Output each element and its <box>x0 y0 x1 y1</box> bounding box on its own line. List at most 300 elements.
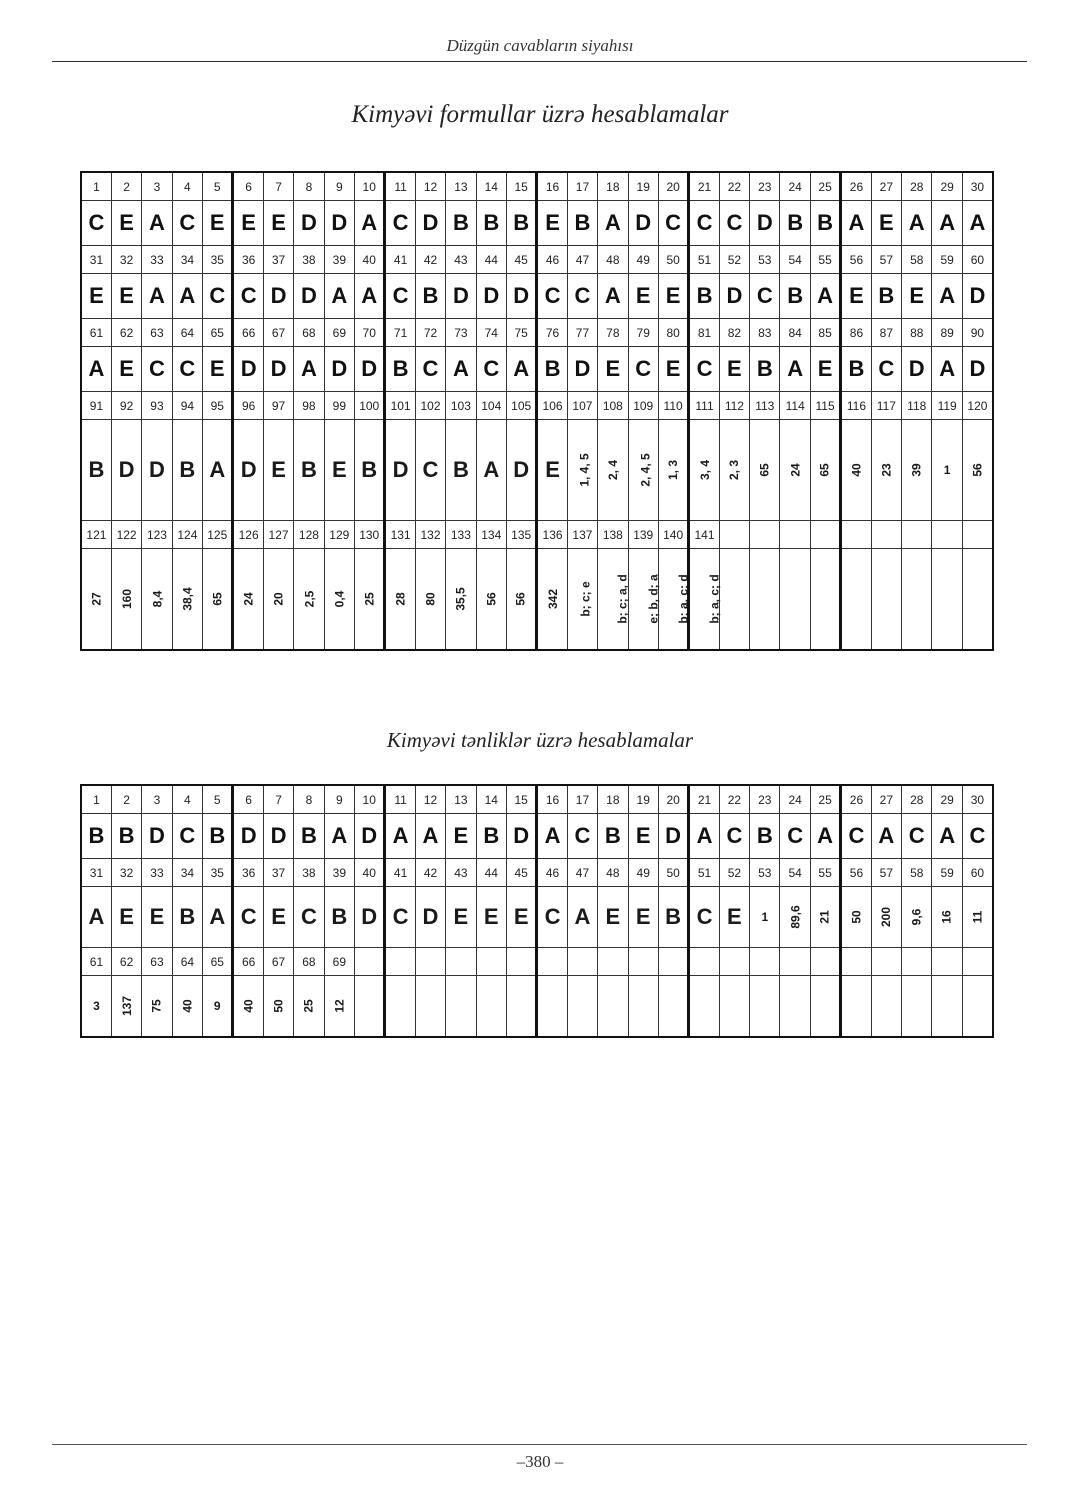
answer-cell <box>962 549 993 651</box>
answer-value: 2, 4, 5 <box>638 453 653 487</box>
answer-cell: C <box>750 274 780 319</box>
answer-cell: C <box>233 274 263 319</box>
question-number-cell: 117 <box>871 392 901 420</box>
question-number-cell: 27 <box>871 785 901 814</box>
answer-cell <box>962 420 993 521</box>
question-number-cell: 43 <box>446 246 476 274</box>
answer-cell: D <box>294 201 324 246</box>
question-number-cell: 48 <box>598 859 628 887</box>
answer-cell: C <box>567 274 597 319</box>
answer-cell: A <box>172 274 202 319</box>
question-number-cell: 57 <box>871 859 901 887</box>
question-number-cell: 95 <box>203 392 233 420</box>
question-number-cell: 87 <box>871 319 901 347</box>
answer-value: 40 <box>849 463 864 477</box>
question-number-cell: 119 <box>932 392 962 420</box>
answer-cell: B <box>172 887 202 948</box>
answer-cell: C <box>385 201 415 246</box>
question-number-cell: 55 <box>810 859 840 887</box>
answer-value: 11 <box>970 910 985 924</box>
answer-cell: D <box>506 274 536 319</box>
answer-cell: A <box>902 201 932 246</box>
answer-cell <box>962 976 993 1038</box>
answer-row <box>81 420 993 521</box>
question-number-cell: 59 <box>932 246 962 274</box>
question-number-cell: 2 <box>111 172 141 201</box>
question-number-cell: 44 <box>476 859 506 887</box>
answer-cell <box>142 549 172 651</box>
question-number-cell: 92 <box>111 392 141 420</box>
answer-cell: A <box>810 274 840 319</box>
answer-value: b; a, c; d <box>676 574 691 624</box>
answer-cell: D <box>628 201 658 246</box>
question-number-cell: 81 <box>689 319 719 347</box>
question-number-cell: 52 <box>719 246 749 274</box>
question-number-cell: 4 <box>172 172 202 201</box>
answer-cell: C <box>415 420 445 521</box>
question-number-cell: 28 <box>902 785 932 814</box>
answer-cell <box>841 420 871 521</box>
answer-cell: D <box>355 347 385 392</box>
answer-cell <box>537 976 567 1038</box>
answer-cell: A <box>506 347 536 392</box>
answer-cell: E <box>324 420 354 521</box>
answer-value: 3, 4 <box>697 459 712 481</box>
answer-cell: D <box>415 201 445 246</box>
question-number-cell: 31 <box>81 859 111 887</box>
question-number-cell: 103 <box>446 392 476 420</box>
question-number-cell <box>902 948 932 976</box>
answer-cell: B <box>658 887 688 948</box>
question-number-cell: 7 <box>263 785 293 814</box>
answer-cell: E <box>476 887 506 948</box>
answer-cell: C <box>902 814 932 859</box>
question-number-cell: 104 <box>476 392 506 420</box>
question-number-cell: 133 <box>446 521 476 549</box>
answer-cell: C <box>142 347 172 392</box>
question-number-cell: 79 <box>628 319 658 347</box>
answer-cell <box>628 420 658 521</box>
question-number-cell: 71 <box>385 319 415 347</box>
answer-value: 56 <box>514 592 529 606</box>
answer-cell: A <box>355 274 385 319</box>
answer-value: 80 <box>423 592 438 606</box>
answer-cell <box>172 549 202 651</box>
answer-value: 2, 4 <box>605 459 620 481</box>
answer-cell: E <box>598 887 628 948</box>
question-number-cell: 12 <box>415 172 445 201</box>
question-number-cell: 43 <box>446 859 476 887</box>
question-number-cell: 21 <box>689 785 719 814</box>
question-number-cell: 20 <box>658 785 688 814</box>
question-number-cell: 23 <box>750 785 780 814</box>
question-number-cell: 35 <box>203 246 233 274</box>
answer-cell: C <box>780 814 810 859</box>
answer-cell: C <box>385 887 415 948</box>
answer-cell: B <box>780 274 810 319</box>
answer-cell <box>658 549 691 651</box>
answer-cell: E <box>598 347 628 392</box>
question-number-cell: 38 <box>294 246 324 274</box>
answer-cell: 1 <box>932 420 962 521</box>
question-number-cell: 3 <box>142 785 172 814</box>
answer-cell: E <box>628 814 658 859</box>
question-number-cell: 69 <box>324 948 354 976</box>
question-number-cell: 51 <box>689 859 719 887</box>
question-number-cell <box>962 521 993 549</box>
answer-cell: C <box>628 347 658 392</box>
answer-cell <box>628 976 658 1038</box>
answer-cell: A <box>142 201 172 246</box>
question-number-cell: 34 <box>172 246 202 274</box>
question-number-cell: 16 <box>537 785 567 814</box>
answer-cell: D <box>142 420 172 521</box>
question-number-cell: 42 <box>415 859 445 887</box>
question-number-cell: 1 <box>81 172 111 201</box>
question-number-row <box>81 785 993 814</box>
answer-cell <box>203 549 233 651</box>
answer-cell: A <box>932 814 962 859</box>
answer-row <box>81 814 993 859</box>
answer-cell: A <box>203 887 233 948</box>
answer-cell: B <box>689 274 719 319</box>
question-number-cell: 123 <box>142 521 172 549</box>
question-number-cell: 8 <box>294 785 324 814</box>
answer-cell: B <box>567 201 597 246</box>
answer-cell <box>263 976 293 1038</box>
answer-cell: D <box>355 814 385 859</box>
answer-value: b; c; a, d <box>615 574 630 624</box>
answer-cell: A <box>932 347 962 392</box>
answer-cell: E <box>111 887 141 948</box>
answer-cell <box>902 549 932 651</box>
answer-cell <box>233 549 263 651</box>
answer-value: b; a, c; d <box>707 574 722 624</box>
answer-cell <box>476 549 506 651</box>
question-number-cell: 67 <box>263 948 293 976</box>
answer-value: e; b, d; a <box>646 574 661 624</box>
answer-value: b; c; e <box>578 581 593 617</box>
answer-cell <box>658 976 688 1038</box>
question-number-cell: 67 <box>263 319 293 347</box>
question-number-cell: 39 <box>324 246 354 274</box>
question-number-cell <box>871 521 901 549</box>
answer-cell: B <box>506 201 536 246</box>
header-rule <box>52 61 1027 62</box>
answer-cell: C <box>81 201 111 246</box>
question-number-cell <box>506 948 536 976</box>
answer-cell: D <box>506 420 536 521</box>
answer-cell: A <box>810 814 840 859</box>
question-number-cell: 24 <box>780 785 810 814</box>
question-number-cell: 136 <box>537 521 567 549</box>
answer-cell: D <box>233 347 263 392</box>
answer-cell: B <box>385 347 415 392</box>
answer-cell: C <box>719 201 749 246</box>
section-title-formulas: Kimyəvi formullar üzrə hesablamalar <box>351 101 729 128</box>
question-number-cell: 72 <box>415 319 445 347</box>
question-number-cell: 37 <box>263 246 293 274</box>
question-number-cell: 134 <box>476 521 506 549</box>
question-number-cell: 128 <box>294 521 324 549</box>
answer-cell <box>780 549 810 651</box>
question-number-cell: 45 <box>506 246 536 274</box>
answer-cell: D <box>658 814 688 859</box>
answer-cell <box>294 976 324 1038</box>
question-number-cell: 58 <box>902 859 932 887</box>
answer-cell <box>324 549 354 651</box>
answer-cell <box>506 976 536 1038</box>
question-number-cell <box>355 948 385 976</box>
answer-cell: D <box>962 347 993 392</box>
answer-cell: C <box>871 347 901 392</box>
answer-cell <box>780 420 810 521</box>
answer-cell: D <box>263 347 293 392</box>
question-number-cell: 121 <box>81 521 111 549</box>
question-number-cell: 100 <box>355 392 385 420</box>
answer-cell <box>355 549 385 651</box>
answer-value: 65 <box>818 463 833 477</box>
answer-cell: E <box>537 420 567 521</box>
answer-cell: B <box>841 347 871 392</box>
question-number-cell <box>780 948 810 976</box>
answer-value: 12 <box>332 999 347 1013</box>
answer-cell <box>476 976 506 1038</box>
answer-cell: E <box>111 201 141 246</box>
answer-cell: D <box>324 347 354 392</box>
answer-cell <box>902 976 932 1038</box>
answer-cell <box>689 976 719 1038</box>
question-number-cell: 82 <box>719 319 749 347</box>
question-number-cell: 52 <box>719 859 749 887</box>
question-number-cell: 50 <box>658 246 688 274</box>
question-number-cell: 38 <box>294 859 324 887</box>
question-number-cell: 29 <box>932 785 962 814</box>
answer-value: 50 <box>271 999 286 1013</box>
question-number-cell: 42 <box>415 246 445 274</box>
answer-cell: D <box>476 274 506 319</box>
answer-cell: A <box>385 814 415 859</box>
answer-cell <box>932 549 962 651</box>
question-number-cell: 130 <box>355 521 385 549</box>
answer-cell: B <box>871 274 901 319</box>
question-number-row <box>81 859 993 887</box>
answer-cell: E <box>841 274 871 319</box>
answer-cell: D <box>719 274 749 319</box>
question-number-cell: 70 <box>355 319 385 347</box>
question-number-cell: 14 <box>476 172 506 201</box>
answer-value: 16 <box>940 910 955 924</box>
answer-value: 24 <box>788 463 803 477</box>
answer-cell: E <box>902 274 932 319</box>
answer-cell <box>780 887 810 948</box>
answer-cell: A <box>294 347 324 392</box>
question-number-cell <box>810 948 840 976</box>
question-number-cell: 4 <box>172 785 202 814</box>
answer-cell: E <box>263 887 293 948</box>
answer-cell <box>841 976 871 1038</box>
answer-cell: C <box>294 887 324 948</box>
answer-value: 56 <box>484 592 499 606</box>
answer-cell: B <box>294 420 324 521</box>
answer-cell: B <box>81 420 111 521</box>
answer-cell: D <box>294 274 324 319</box>
answer-cell <box>810 887 840 948</box>
answer-cell: C <box>537 274 567 319</box>
question-number-cell: 1 <box>81 785 111 814</box>
answer-cell: A <box>537 814 567 859</box>
question-number-cell: 10 <box>355 172 385 201</box>
question-number-cell: 99 <box>324 392 354 420</box>
question-number-cell: 17 <box>567 172 597 201</box>
answer-value: 2,5 <box>301 590 316 608</box>
answer-cell <box>415 976 445 1038</box>
answer-cell: E <box>871 201 901 246</box>
answer-cell <box>780 976 810 1038</box>
question-number-cell: 64 <box>172 319 202 347</box>
answer-value: 0,4 <box>332 590 347 608</box>
question-number-cell: 56 <box>841 246 871 274</box>
question-number-cell: 25 <box>810 172 840 201</box>
question-number-cell: 2 <box>111 785 141 814</box>
answer-cell: E <box>719 887 749 948</box>
answer-cell: B <box>111 814 141 859</box>
answer-cell <box>719 549 749 651</box>
question-number-cell: 84 <box>780 319 810 347</box>
question-number-cell: 19 <box>628 172 658 201</box>
answer-cell: C <box>689 347 719 392</box>
answer-cell: A <box>324 814 354 859</box>
question-number-cell <box>628 948 658 976</box>
answer-cell <box>355 976 385 1038</box>
question-number-cell: 21 <box>689 172 719 201</box>
answer-cell: D <box>111 420 141 521</box>
answer-cell <box>567 976 597 1038</box>
answer-cell: B <box>476 201 506 246</box>
answer-cell: D <box>142 814 172 859</box>
answer-cell: B <box>810 201 840 246</box>
answer-cell: A <box>324 274 354 319</box>
answer-cell <box>902 887 932 948</box>
question-number-cell: 108 <box>598 392 628 420</box>
question-number-cell: 73 <box>446 319 476 347</box>
answer-cell: E <box>810 347 840 392</box>
answer-row <box>81 274 993 319</box>
answer-cell: B <box>415 274 445 319</box>
answer-cell <box>810 420 840 521</box>
question-number-cell: 40 <box>355 859 385 887</box>
question-number-cell: 39 <box>324 859 354 887</box>
question-number-row <box>81 948 993 976</box>
question-number-cell: 44 <box>476 246 506 274</box>
question-number-cell: 97 <box>263 392 293 420</box>
question-number-cell: 85 <box>810 319 840 347</box>
answer-cell: B <box>446 420 476 521</box>
question-number-cell: 18 <box>598 172 628 201</box>
question-number-cell <box>932 948 962 976</box>
answer-cell: C <box>203 274 233 319</box>
question-number-cell: 68 <box>294 948 324 976</box>
question-number-cell: 50 <box>658 859 688 887</box>
answer-cell: C <box>172 201 202 246</box>
question-number-cell: 113 <box>750 392 780 420</box>
question-number-cell <box>385 948 415 976</box>
answer-value: 20 <box>271 592 286 606</box>
question-number-row <box>81 246 993 274</box>
answer-cell: A <box>871 814 901 859</box>
question-number-cell <box>902 521 932 549</box>
answer-value: 23 <box>879 463 894 477</box>
question-number-cell: 58 <box>902 246 932 274</box>
question-number-cell: 6 <box>233 785 263 814</box>
question-number-cell: 32 <box>111 859 141 887</box>
answer-value: 50 <box>849 910 864 924</box>
answer-cell: E <box>233 201 263 246</box>
answer-cell: D <box>962 274 993 319</box>
question-number-cell: 60 <box>962 246 993 274</box>
answer-cell: B <box>750 347 780 392</box>
answer-cell <box>871 887 901 948</box>
answer-cell <box>385 549 415 651</box>
answer-value: 25 <box>362 592 377 606</box>
answer-cell: B <box>446 201 476 246</box>
question-number-cell: 102 <box>415 392 445 420</box>
answer-cell <box>810 976 840 1038</box>
answer-value: 40 <box>241 999 256 1013</box>
answer-cell: E <box>263 201 293 246</box>
question-number-cell: 83 <box>750 319 780 347</box>
question-number-cell: 131 <box>385 521 415 549</box>
answer-value: 75 <box>149 999 164 1013</box>
answer-cell: A <box>446 347 476 392</box>
answer-cell: E <box>628 887 658 948</box>
question-number-cell <box>567 948 597 976</box>
question-number-cell <box>780 521 810 549</box>
question-number-cell: 36 <box>233 246 263 274</box>
question-number-cell: 40 <box>355 246 385 274</box>
answer-cell <box>598 976 628 1038</box>
answer-cell: C <box>962 814 993 859</box>
answer-cell <box>750 420 780 521</box>
answer-value: 25 <box>301 999 316 1013</box>
question-number-row <box>81 172 993 201</box>
question-number-cell: 96 <box>233 392 263 420</box>
question-number-cell <box>932 521 962 549</box>
answer-cell: E <box>446 887 476 948</box>
answer-value: 9,6 <box>909 908 924 926</box>
answer-cell <box>567 420 597 521</box>
question-number-cell: 3 <box>142 172 172 201</box>
answer-value: 8,4 <box>149 590 164 608</box>
answer-cell <box>902 420 932 521</box>
answer-cell <box>932 887 962 948</box>
answer-cell: B <box>750 814 780 859</box>
answer-cell: B <box>780 201 810 246</box>
answer-cell: C <box>233 887 263 948</box>
question-number-cell: 62 <box>111 319 141 347</box>
question-number-cell: 55 <box>810 246 840 274</box>
answer-cell: C <box>841 814 871 859</box>
question-number-cell: 115 <box>810 392 840 420</box>
question-number-cell: 75 <box>506 319 536 347</box>
question-number-cell: 35 <box>203 859 233 887</box>
question-number-cell: 127 <box>263 521 293 549</box>
answer-cell: D <box>263 274 293 319</box>
question-number-cell: 63 <box>142 319 172 347</box>
question-number-cell: 15 <box>506 785 536 814</box>
question-number-cell: 93 <box>142 392 172 420</box>
answer-cell: B <box>537 347 567 392</box>
